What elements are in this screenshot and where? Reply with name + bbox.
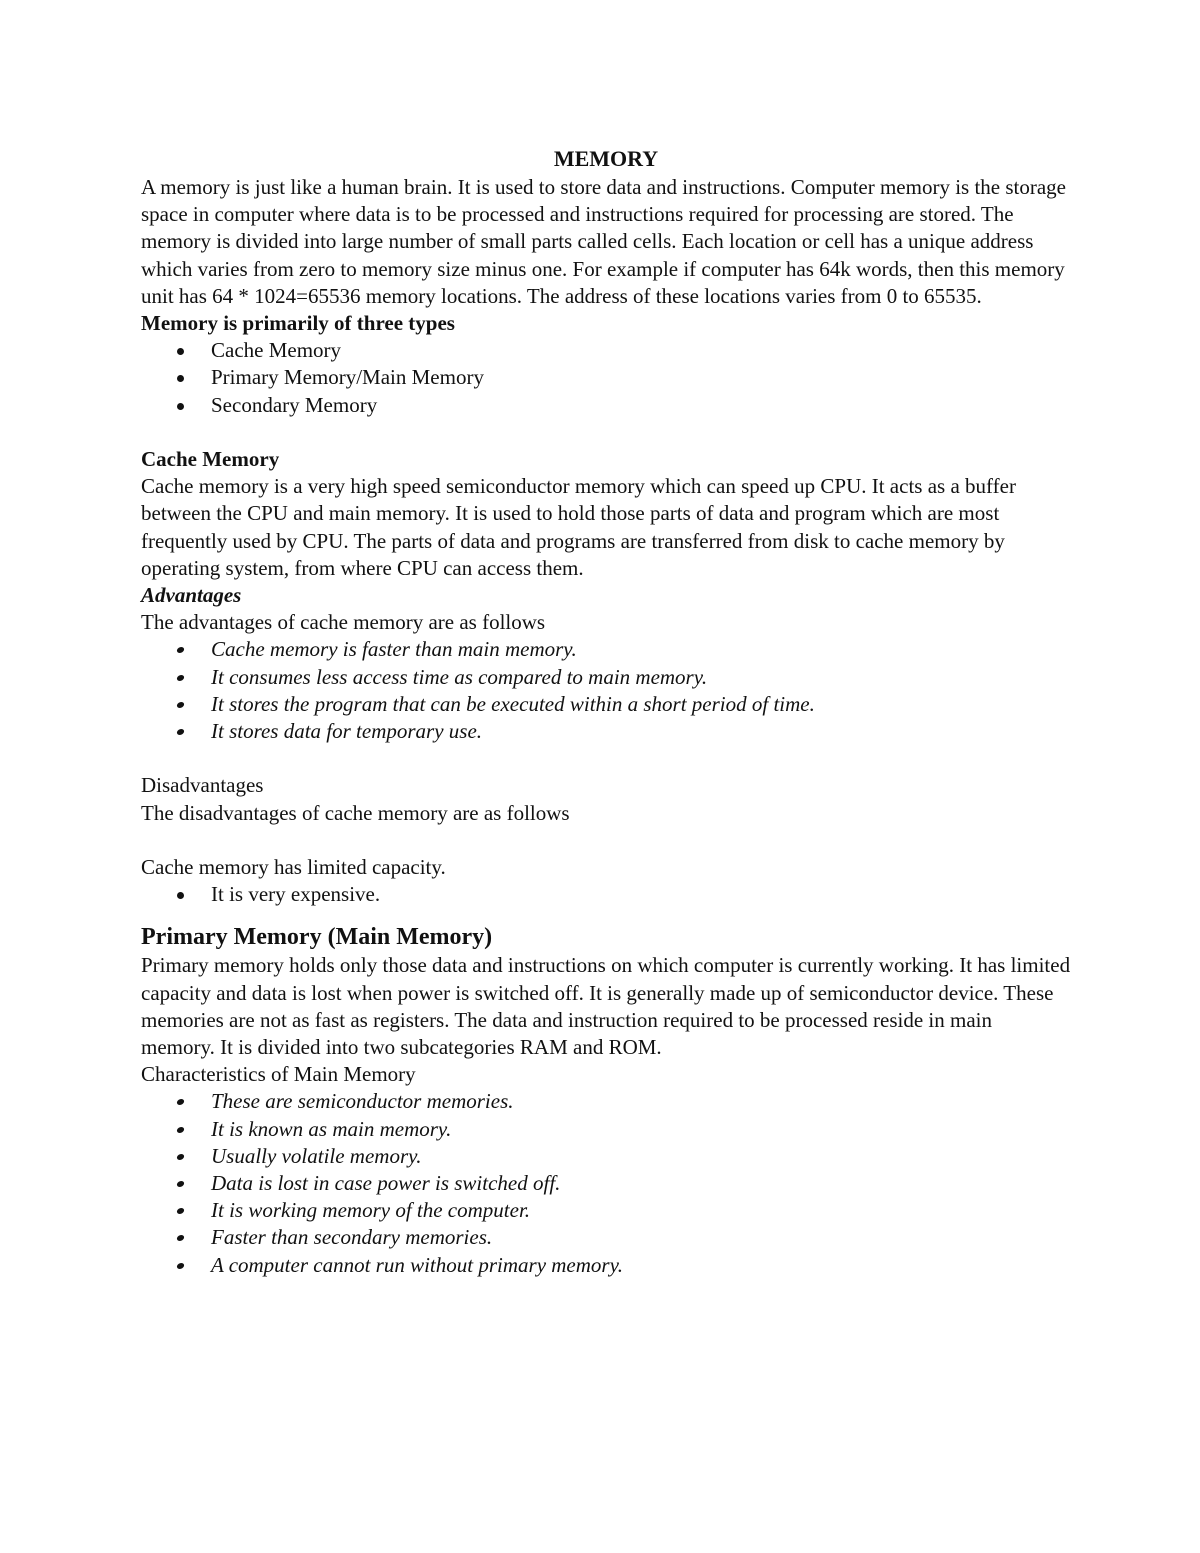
characteristics-heading: Characteristics of Main Memory xyxy=(141,1062,416,1087)
cache-heading: Cache Memory xyxy=(141,447,280,472)
types-heading: Memory is primarily of three types xyxy=(141,311,455,336)
primary-paragraph: Primary memory holds only those data and instructions on which computer is currently working. It has limited capacity and data is lost when power is switched off. It is generally made up of semiconductor device. These memories are not as fast as registers. The data and instruction required to be processed reside in main memory. It is divided into two subcategories RAM and ROM. xyxy=(141,953,1071,1060)
list-item: Usually volatile memory. xyxy=(211,1143,422,1168)
advantages-intro: The advantages of cache memory are as follows xyxy=(141,610,546,635)
disadvantages-heading: Disadvantages xyxy=(141,773,264,798)
list-item: Secondary Memory xyxy=(211,392,378,417)
list-item: It stores data for temporary use. xyxy=(211,719,483,744)
list-item: It is known as main memory. xyxy=(211,1116,452,1141)
document-page xyxy=(141,145,1071,1279)
page-title: MEMORY xyxy=(553,146,659,171)
types-list xyxy=(141,337,1071,419)
list-item: It stores the program that can be executed within a short period of time. xyxy=(211,691,815,716)
list-item: It is very expensive. xyxy=(211,882,381,907)
list-item: Cache memory is faster than main memory. xyxy=(211,637,577,662)
characteristics-list xyxy=(141,1088,1071,1278)
cache-paragraph: Cache memory is a very high speed semiconductor memory which can speed up CPU. It acts as a buffer between the CPU and main memory. It is used to hold those parts of data and program which are most frequently used by CPU. The parts of data and programs are transferred from disk to cache memory by operating system, from where CPU can access them. xyxy=(141,474,1016,580)
spacer xyxy=(141,827,1071,854)
list-item: These are semiconductor memories. xyxy=(211,1089,514,1114)
spacer xyxy=(141,419,1071,446)
list-item: Primary Memory/Main Memory xyxy=(211,365,484,390)
list-item: It consumes less access time as compared to main memory. xyxy=(211,664,708,689)
disadvantage-text: Cache memory has limited capacity. xyxy=(141,855,446,880)
list-item: Data is lost in case power is switched off. xyxy=(211,1171,561,1196)
disadvantages-intro: The disadvantages of cache memory are as follows xyxy=(141,800,570,825)
list-item: Faster than secondary memories. xyxy=(211,1225,493,1250)
intro-paragraph: A memory is just like a human brain. It is used to store data and instructions. Computer memory is the storage space in computer where data is to be processed and instructions required for processing are stored. The memory is divided into large number of small parts called cells. Each location or cell has a unique address which varies from zero to memory size minus one. For example if computer has 64k words, then this memory unit has 64 * 1024=65536 memory locations. The address of these locations varies from 0 to 65535. xyxy=(141,175,1067,308)
disadvantages-list xyxy=(141,881,1071,908)
list-item: A computer cannot run without primary memory. xyxy=(211,1252,624,1277)
spacer xyxy=(141,745,1071,772)
advantages-heading: Advantages xyxy=(141,583,242,608)
primary-heading: Primary Memory (Main Memory) xyxy=(141,924,493,951)
list-item: Cache Memory xyxy=(211,338,342,363)
list-item: It is working memory of the computer. xyxy=(211,1198,531,1223)
advantages-list xyxy=(141,636,1071,745)
